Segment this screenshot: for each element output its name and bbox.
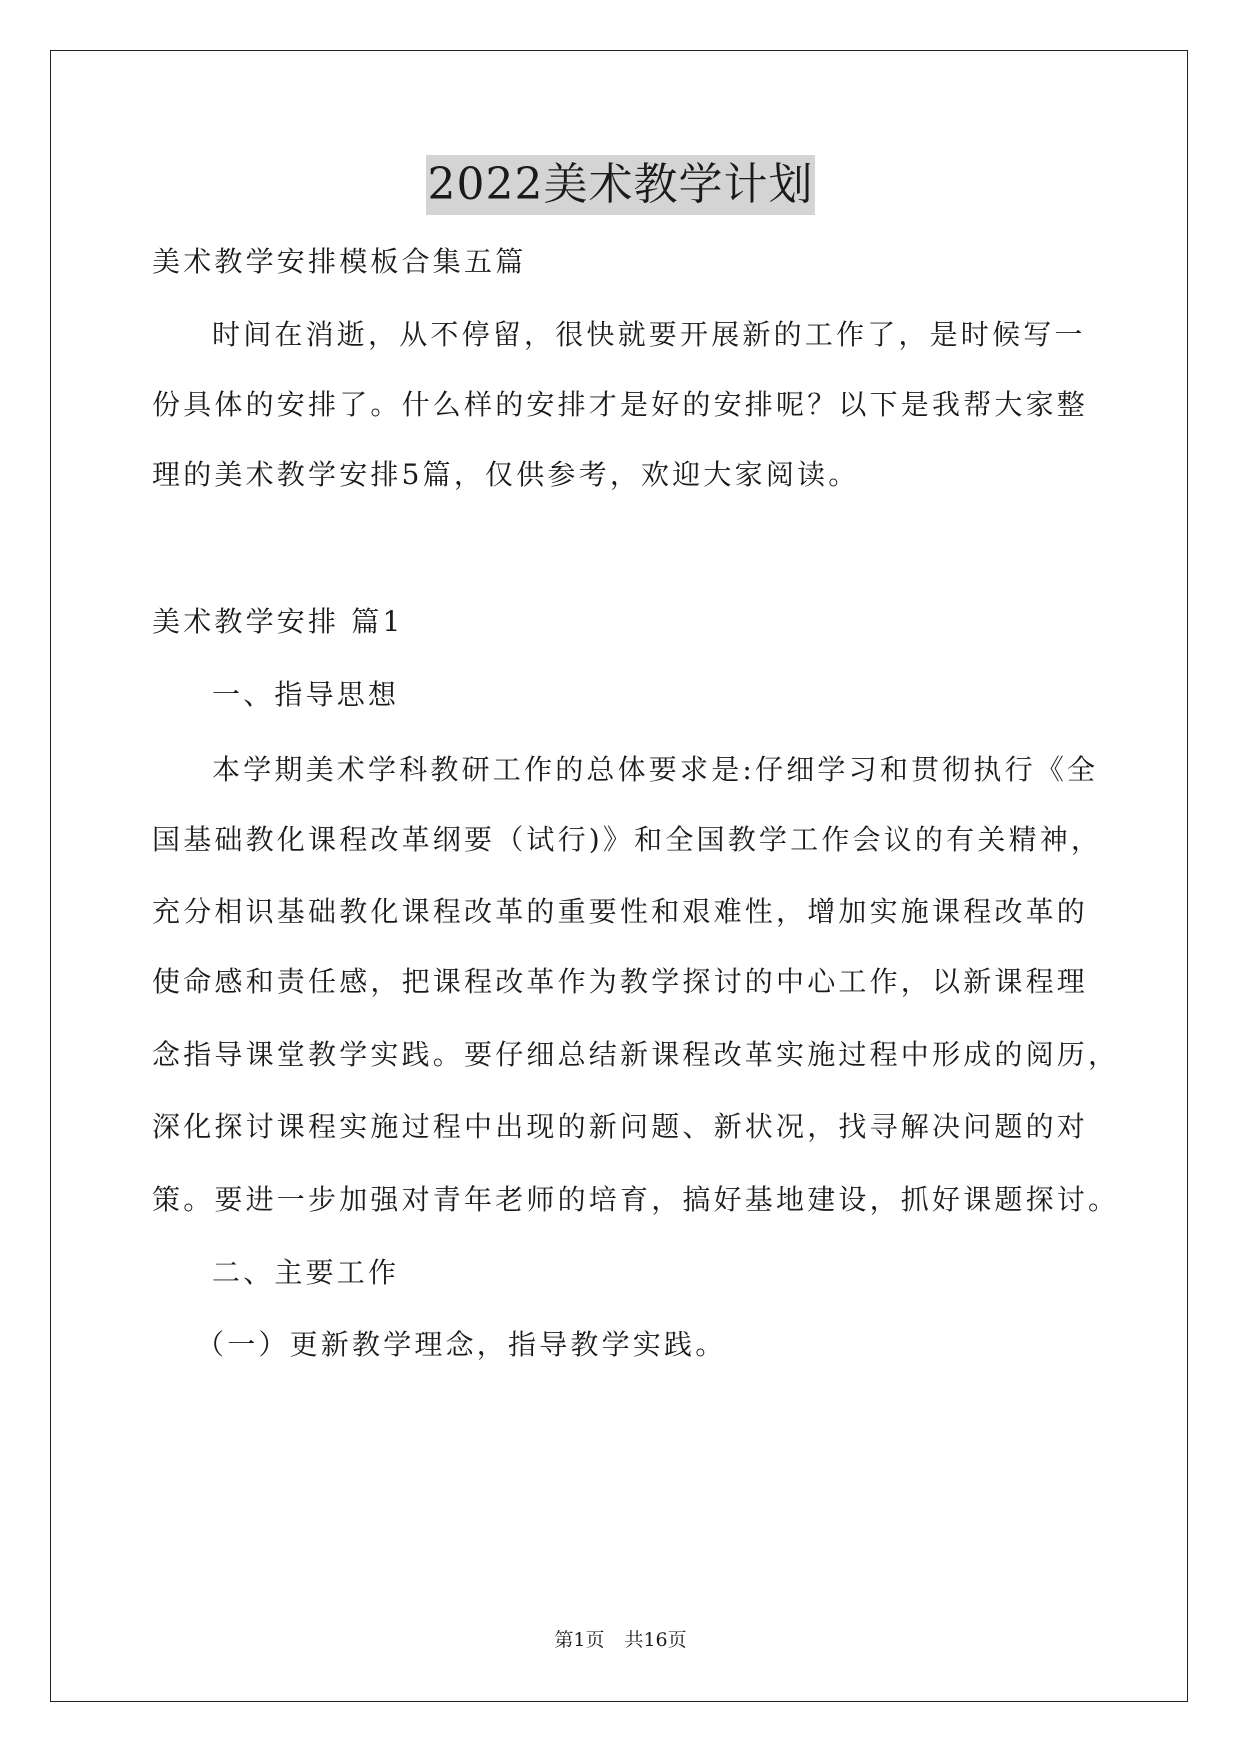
intro-line-3: 理的美术教学安排5篇，仅供参考，欢迎大家阅读。	[152, 458, 860, 491]
part2-item-1: （一）更新教学理念，指导教学实践。	[196, 1328, 727, 1361]
page-number: 第1页	[554, 1629, 605, 1651]
part1-line-4: 使命感和责任感，把课程改革作为教学探讨的中心工作，以新课程理	[152, 965, 1089, 998]
document-title: 2022美术教学计划	[426, 155, 816, 215]
intro-line-2: 份具体的安排了。什么样的安排才是好的安排呢？以下是我帮大家整	[152, 388, 1089, 421]
part1-line-5: 念指导课堂教学实践。要仔细总结新课程改革实施过程中形成的阅历，	[152, 1038, 1120, 1071]
part1-line-6: 深化探讨课程实施过程中出现的新问题、新状况，找寻解决问题的对	[152, 1110, 1089, 1143]
page-total: 共16页	[624, 1629, 687, 1651]
part1-line-1: 本学期美术学科教研工作的总体要求是:仔细学习和贯彻执行《全	[212, 753, 1099, 786]
intro-line-1: 时间在消逝，从不停留，很快就要开展新的工作了，是时候写一	[212, 318, 1086, 351]
document-title-block	[0, 155, 1241, 215]
part2-heading: 二、主要工作	[212, 1256, 400, 1289]
part1-line-3: 充分相识基础教化课程改革的重要性和艰难性，增加实施课程改革的	[152, 895, 1089, 928]
part1-line-2: 国基础教化课程改革纲要（试行)》和全国教学工作会议的有关精神，	[152, 823, 1103, 856]
section-heading: 美术教学安排 篇1	[152, 605, 404, 638]
page-border	[50, 50, 1188, 1702]
part1-heading: 一、指导思想	[212, 678, 400, 711]
document-subtitle: 美术教学安排模板合集五篇	[152, 245, 527, 278]
page-footer	[0, 1628, 1241, 1652]
part1-line-7: 策。要进一步加强对青年老师的培育，搞好基地建设，抓好课题探讨。	[152, 1183, 1120, 1216]
